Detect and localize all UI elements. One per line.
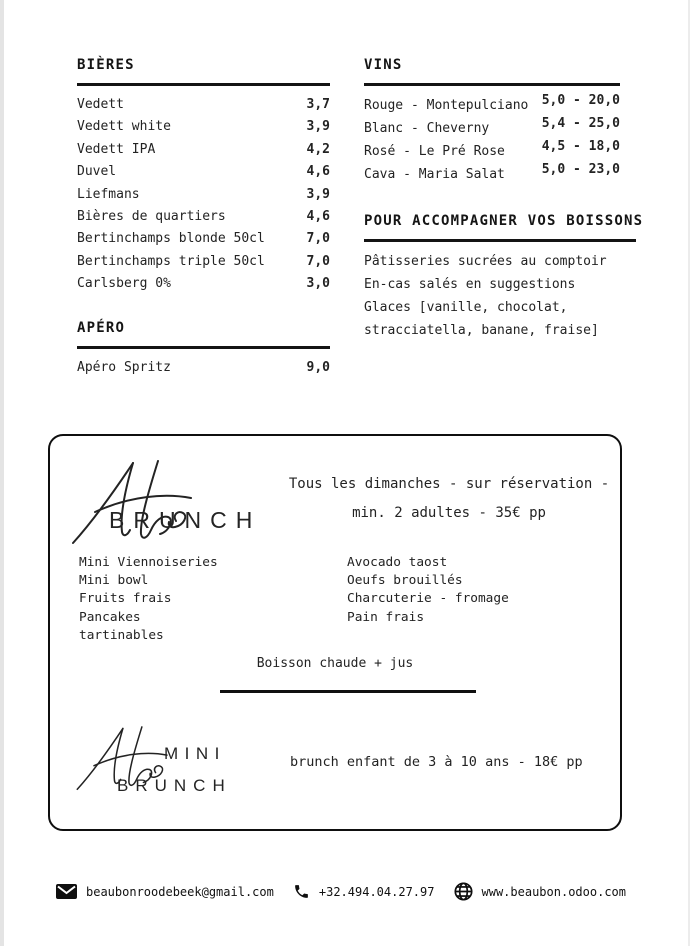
left-column [77, 57, 330, 379]
item-name: Bertinchamps triple 50cl [77, 253, 265, 269]
item-price: 4,2 [306, 141, 330, 157]
item-name: Bières de quartiers [77, 209, 226, 225]
page-left-edge [0, 0, 4, 946]
brunch-items-right [347, 554, 509, 627]
section-rule [364, 239, 636, 242]
brunch-item: Avocado taost [347, 555, 448, 570]
item-price: 4,5 - 18,0 [541, 139, 620, 154]
section-rule [77, 346, 330, 349]
item-name: Vedett white [77, 119, 171, 135]
brunch-info-line1: Tous les dimanches - sur réservation - [288, 476, 610, 492]
mini-brunch-info: brunch enfant de 3 à 10 ans - 18€ pp [290, 754, 583, 770]
brunch-item: Pain frais [347, 609, 425, 625]
brunch-logo [70, 454, 290, 559]
phone-text: +32.494.04.27.97 [318, 884, 435, 899]
section-title-bieres: BIÈRES [77, 57, 135, 73]
bieres-list [77, 94, 330, 296]
item-name: Cava - Maria Salat [364, 167, 505, 182]
menu-item-row [77, 139, 330, 161]
contact-email [56, 884, 274, 899]
item-price: 4,6 [306, 209, 330, 225]
item-price: 3,0 [306, 276, 330, 292]
section-apero [77, 320, 330, 379]
item-name: Rouge - Montepulciano [364, 98, 529, 113]
brunch-item: Mini bowl [79, 573, 149, 589]
mini-brunch-logo [75, 722, 305, 822]
accompagner-line: Glaces [vanille, chocolat, [364, 300, 568, 315]
right-column [364, 57, 644, 342]
brunch-logo-word: BRUNCH [109, 507, 262, 533]
section-bieres [77, 57, 330, 296]
item-name: Liefmans [77, 186, 140, 202]
brunch-box [48, 434, 622, 831]
accompagner-line: Pâtisseries sucrées au comptoir [364, 254, 607, 269]
item-price: 5,0 - 20,0 [541, 93, 620, 108]
item-name: Vedett IPA [77, 141, 156, 157]
menu-item-row [77, 161, 330, 183]
accompagner-line: En-cas salés en suggestions [364, 277, 576, 292]
envelope-icon [56, 884, 77, 899]
accompagner-lines [364, 250, 620, 342]
brunch-item: Charcuterie - fromage [347, 591, 509, 607]
brunch-item: tartinables [79, 627, 164, 643]
footer [56, 882, 626, 901]
section-rule [77, 83, 330, 86]
item-price: 3,9 [306, 186, 330, 202]
section-title-accompagner: POUR ACCOMPAGNER VOS BOISSONS [364, 213, 644, 229]
brunch-info [276, 470, 622, 528]
item-name: Duvel [77, 164, 117, 180]
brunch-item: Oeufs brouillés [347, 573, 463, 589]
menu-item-row [77, 357, 330, 379]
menu-item-row [77, 94, 330, 116]
website-text: www.beaubon.odoo.com [481, 884, 626, 899]
section-title-vins: VINS [364, 57, 403, 73]
section-rule [364, 83, 620, 86]
brunch-divider [220, 690, 476, 693]
email-text: beaubonroodebeek@gmail.com [86, 884, 274, 899]
brunch-info-line2: min. 2 adultes - 35€ pp [352, 505, 546, 521]
menu-item-row [77, 116, 330, 138]
brunch-item: Pancakes [79, 609, 141, 625]
contact-phone [293, 883, 435, 900]
section-accompagner [364, 213, 644, 342]
brunch-item: Mini Viennoiseries [79, 555, 218, 570]
item-name: Carlsberg 0% [77, 276, 171, 292]
item-price: 5,4 - 25,0 [541, 116, 620, 131]
item-price: 7,0 [306, 231, 330, 247]
vins-list [364, 94, 620, 186]
item-name: Apéro Spritz [77, 359, 171, 375]
brunch-items-left [79, 554, 218, 645]
accompagner-line: stracciatella, banane, fraise] [364, 323, 599, 338]
globe-icon [454, 882, 473, 901]
phone-icon [293, 883, 310, 900]
brunch-item: Fruits frais [79, 591, 172, 607]
mini-brunch-word1: MINI [164, 744, 226, 763]
section-title-apero: APÉRO [77, 319, 126, 336]
item-price: 3,9 [306, 119, 330, 135]
item-price: 4,6 [306, 164, 330, 180]
item-price: 9,0 [306, 359, 330, 375]
brunch-drinks-line: Boisson chaude + jus [256, 656, 414, 671]
item-name: Rosé - Le Pré Rose [364, 144, 505, 159]
item-name: Blanc - Cheverny [364, 121, 490, 136]
menu-item-row [77, 206, 330, 228]
menu-item-row [77, 251, 330, 273]
menu-item-row [77, 184, 330, 206]
item-price: 3,7 [306, 97, 330, 112]
item-price: 5,0 - 23,0 [541, 162, 620, 177]
menu-item-row [77, 228, 330, 250]
mini-brunch-word2: BRUNCH [117, 776, 232, 795]
menu-item-row [77, 273, 330, 295]
item-price: 7,0 [306, 253, 330, 269]
section-vins [364, 57, 620, 186]
item-name: Vedett [77, 97, 124, 112]
menu-item-row [364, 163, 620, 186]
contact-website [454, 882, 627, 901]
item-name: Bertinchamps blonde 50cl [77, 231, 265, 247]
